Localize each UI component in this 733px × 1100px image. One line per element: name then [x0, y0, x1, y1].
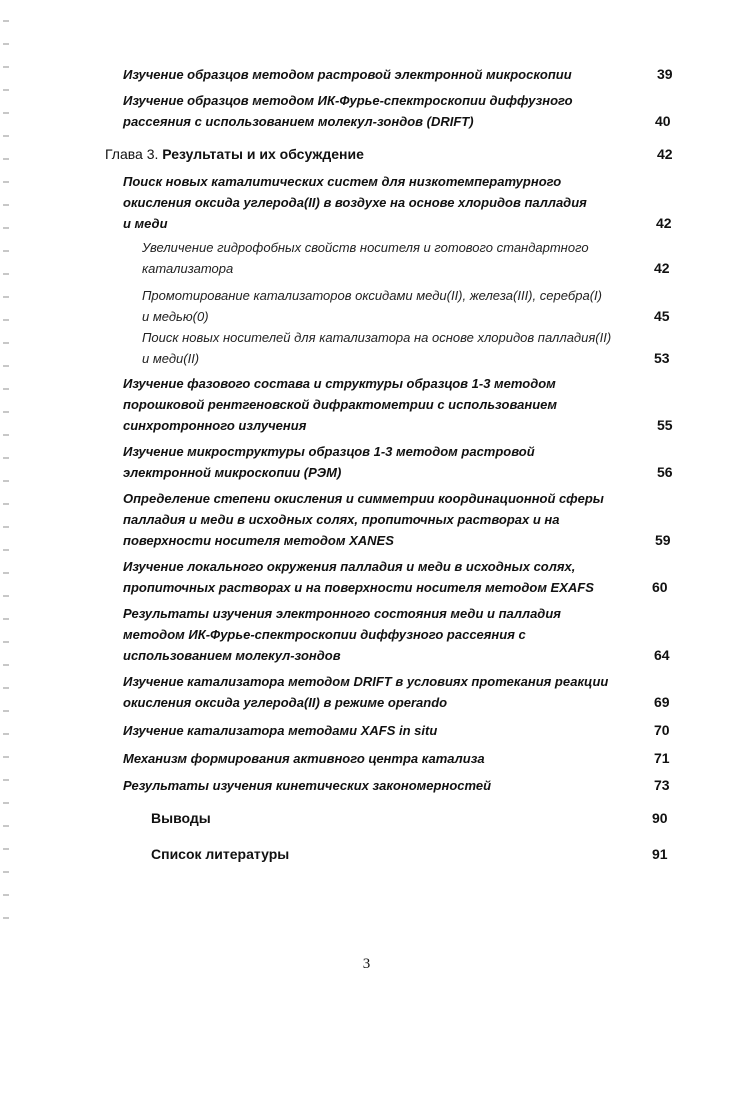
toc-entry-page: 71 [654, 750, 670, 766]
toc-entry-title: Поиск новых каталитических систем для низкотемпературного окисления оксида углерода(II) в воздухе на основе хлоридов палладия и меди [123, 174, 587, 231]
toc-entry-page: 70 [654, 722, 670, 738]
toc-entry-page: 45 [654, 308, 670, 324]
toc-entry-title: Выводы [151, 810, 211, 826]
toc-entry-page: 90 [652, 810, 668, 826]
toc-entry-title: Поиск новых носителей для катализатора на основе хлоридов палладия(II) и меди(II) [142, 330, 612, 366]
toc-entry-page: 42 [654, 260, 670, 276]
scan-edge-artifact [3, 20, 9, 940]
toc-entry-page: 42 [656, 215, 672, 231]
toc-entry-page: 64 [654, 647, 670, 663]
toc-entry-title: Механизм формирования активного центра катализа [123, 751, 485, 766]
toc-entry-page: 73 [654, 777, 670, 793]
toc-entry-title: Изучение образцов методом растровой электронной микроскопии [123, 67, 572, 82]
chapter-title: Результаты и их обсуждение [162, 146, 364, 162]
toc-entry-title: Увеличение гидрофобных свойств носителя и готового стандартного катализатора [142, 240, 589, 276]
toc-entry-title: Промотирование катализаторов оксидами меди(II), железа(III), серебра(I) и медью(0) [142, 288, 602, 324]
toc-entry-page: 40 [655, 113, 671, 129]
toc-entry-title: Определение степени окисления и симметрии координационной сферы палладия и меди в исходных солях, пропиточных растворах и на поверхности носителя методом XANES [123, 491, 604, 548]
toc-entry-title: Изучение локального окружения палладия и меди в исходных солях, пропиточных растворах и на поверхности носителя методом EXAFS [123, 559, 594, 595]
toc-entry-page: 59 [655, 532, 671, 548]
toc-entry-page: 69 [654, 694, 670, 710]
toc-entry-title: Изучение микроструктуры образцов 1-3 методом растровой электронной микроскопии (РЭМ) [123, 444, 535, 480]
toc-entry-page: 53 [654, 350, 670, 366]
toc-entry-title: Изучение образцов методом ИК-Фурье-спектроскопии диффузного рассеяния с использованием молекул-зондов (DRIFT) [123, 93, 573, 129]
toc-entry-page: 56 [657, 464, 673, 480]
toc-entry-title: Изучение катализатора методом DRIFT в условиях протекания реакции окисления оксида углерода(II) в режиме operando [123, 674, 609, 710]
page-number: 3 [362, 956, 371, 972]
toc-entry-title: Изучение фазового состава и структуры образцов 1-3 методом порошковой рентгеновской дифрактометрии с использованием синхротронного излучения [123, 376, 557, 433]
toc-entry-title: Результаты изучения электронного состояния меди и палладия методом ИК-Фурье-спектроскопии диффузного рассеяния с использованием молекул-зондов [123, 606, 561, 663]
toc-entry-page: 60 [652, 579, 668, 595]
toc-entry-page: 91 [652, 846, 668, 862]
toc-entry-page: 55 [657, 417, 673, 433]
toc-entry-title [105, 144, 605, 165]
toc-entry-page: 39 [657, 66, 673, 82]
toc-entry-page: 42 [657, 146, 673, 162]
chapter-label: Глава 3. [105, 146, 163, 162]
toc-entry-title: Результаты изучения кинетических закономерностей [123, 778, 492, 793]
toc-entry-title: Список литературы [151, 846, 290, 862]
toc-entry-title: Изучение катализатора методами XAFS in situ [123, 723, 438, 738]
